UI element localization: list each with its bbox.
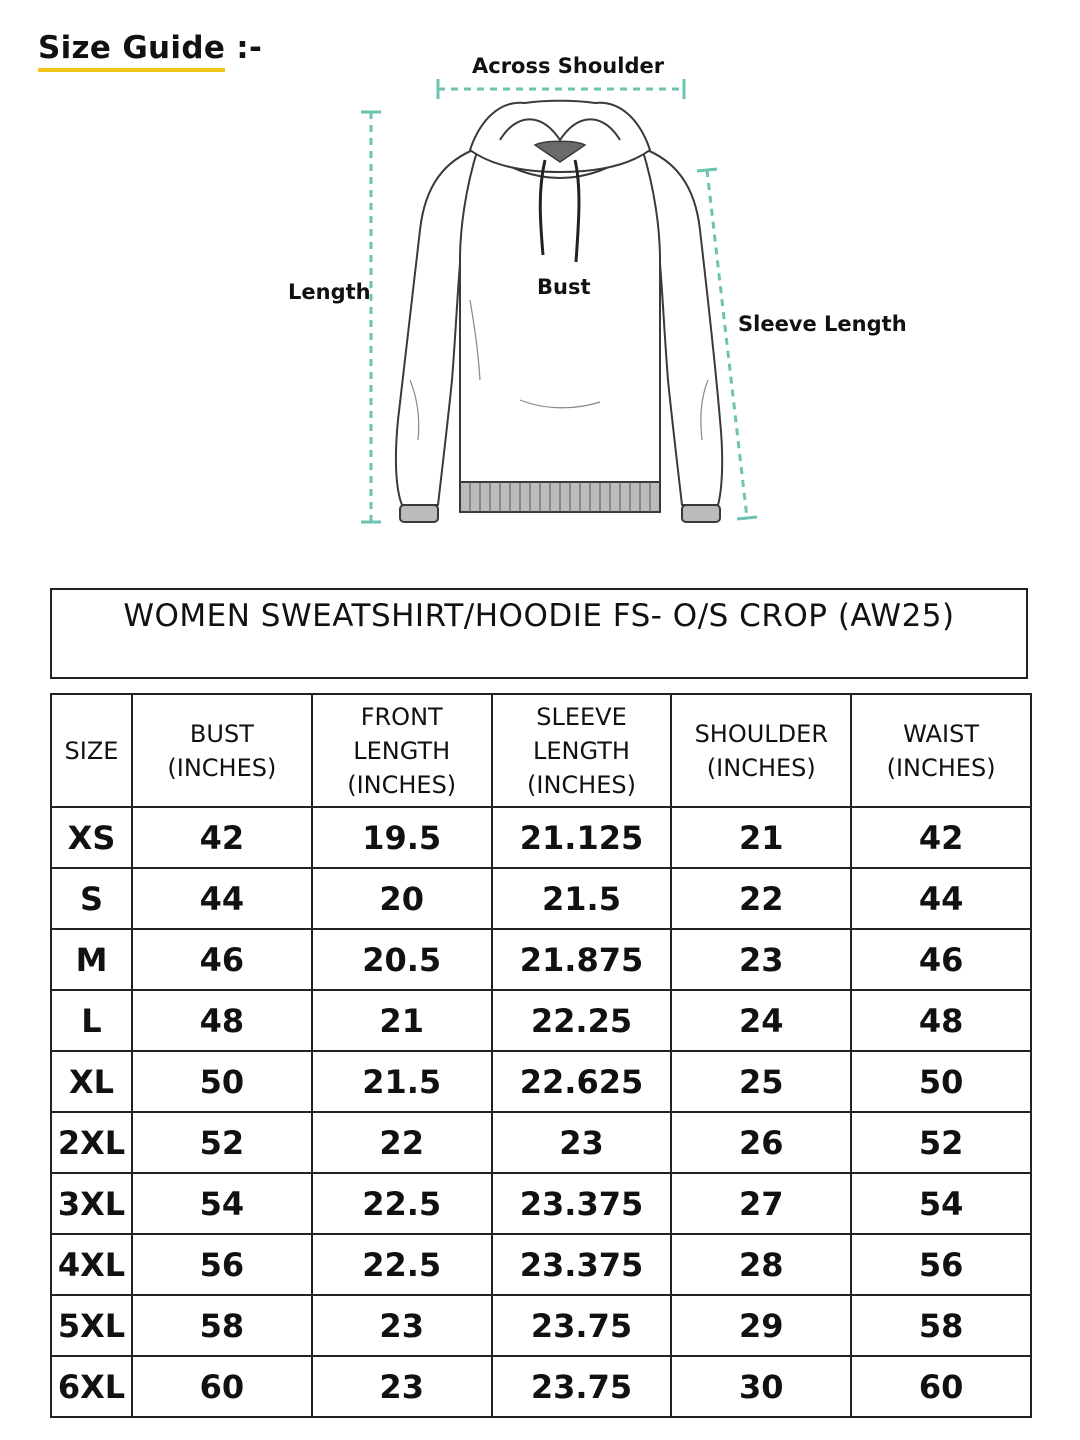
column-header-line: (INCHES) xyxy=(527,770,636,799)
column-header-line: (INCHES) xyxy=(347,770,457,799)
measurement-cell: 46 xyxy=(132,929,312,990)
measurement-cell: 60 xyxy=(132,1356,312,1417)
measurement-cell: 23 xyxy=(492,1112,672,1173)
column-header xyxy=(492,694,672,807)
table-row xyxy=(51,1051,1031,1112)
table-row xyxy=(51,1112,1031,1173)
column-header xyxy=(132,694,312,807)
size-cell: 6XL xyxy=(51,1356,132,1417)
measurement-cell: 23 xyxy=(312,1295,492,1356)
measurement-cell: 27 xyxy=(671,1173,851,1234)
hoodie-diagram xyxy=(0,0,1080,560)
measurement-cell: 54 xyxy=(851,1173,1031,1234)
measurement-cell: 23.375 xyxy=(492,1234,672,1295)
column-header-line: SIZE xyxy=(64,736,119,765)
measurement-cell: 23 xyxy=(312,1356,492,1417)
measurement-cell: 22 xyxy=(671,868,851,929)
measurement-cell: 20.5 xyxy=(312,929,492,990)
measurement-cell: 22.625 xyxy=(492,1051,672,1112)
measurement-cell: 22.5 xyxy=(312,1234,492,1295)
column-header-line: (INCHES) xyxy=(167,753,277,782)
left-cuff xyxy=(400,505,438,522)
size-cell: 5XL xyxy=(51,1295,132,1356)
column-header-line: WAIST xyxy=(903,719,979,748)
table-row xyxy=(51,929,1031,990)
measurement-cell: 22 xyxy=(312,1112,492,1173)
sleeve-tick-top xyxy=(697,169,717,171)
measurement-cell: 21.5 xyxy=(312,1051,492,1112)
measurement-cell: 21.875 xyxy=(492,929,672,990)
size-cell: XS xyxy=(51,807,132,868)
table-row xyxy=(51,1295,1031,1356)
measurement-cell: 21 xyxy=(671,807,851,868)
measurement-cell: 56 xyxy=(132,1234,312,1295)
measurement-cell: 44 xyxy=(851,868,1031,929)
sleeve-length-label: Sleeve Length xyxy=(738,312,907,336)
table-row xyxy=(51,990,1031,1051)
column-header-line: (INCHES) xyxy=(706,753,816,782)
measurement-cell: 22.25 xyxy=(492,990,672,1051)
size-guide-title-text: Size Guide xyxy=(38,30,225,72)
table-row xyxy=(51,1234,1031,1295)
measurement-cell: 29 xyxy=(671,1295,851,1356)
column-header xyxy=(51,694,132,807)
measurement-cell: 58 xyxy=(132,1295,312,1356)
measurement-cell: 30 xyxy=(671,1356,851,1417)
column-header-line: SLEEVE xyxy=(536,702,627,731)
size-cell: XL xyxy=(51,1051,132,1112)
table-header-row xyxy=(51,694,1031,807)
size-cell: S xyxy=(51,868,132,929)
measurement-cell: 60 xyxy=(851,1356,1031,1417)
table-row xyxy=(51,807,1031,868)
bust-label: Bust xyxy=(537,275,591,299)
measurement-cell: 56 xyxy=(851,1234,1031,1295)
measurement-cell: 26 xyxy=(671,1112,851,1173)
column-header xyxy=(671,694,851,807)
size-cell: 4XL xyxy=(51,1234,132,1295)
column-header xyxy=(312,694,492,807)
column-header xyxy=(851,694,1031,807)
measurement-cell: 50 xyxy=(851,1051,1031,1112)
length-label: Length xyxy=(288,280,371,304)
measurement-cell: 28 xyxy=(671,1234,851,1295)
right-cuff xyxy=(682,505,720,522)
size-cell: L xyxy=(51,990,132,1051)
table-row xyxy=(51,1173,1031,1234)
measurement-cell: 52 xyxy=(851,1112,1031,1173)
table-title: WOMEN SWEATSHIRT/HOODIE FS- O/S CROP (AW25) xyxy=(123,598,955,634)
measurement-cell: 21.125 xyxy=(492,807,672,868)
measurement-cell: 23.375 xyxy=(492,1173,672,1234)
measurement-cell: 52 xyxy=(132,1112,312,1173)
measurement-cell: 42 xyxy=(851,807,1031,868)
measurement-cell: 42 xyxy=(132,807,312,868)
measurement-cell: 48 xyxy=(132,990,312,1051)
measurement-cell: 23.75 xyxy=(492,1295,672,1356)
column-header-line: FRONT xyxy=(360,702,443,731)
column-header-line: BUST xyxy=(189,719,254,748)
measurement-cell: 50 xyxy=(132,1051,312,1112)
measurement-cell: 25 xyxy=(671,1051,851,1112)
measurement-cell: 54 xyxy=(132,1173,312,1234)
measurement-cell: 24 xyxy=(671,990,851,1051)
table-row xyxy=(51,1356,1031,1417)
sleeve-tick-bottom xyxy=(737,517,757,519)
measurement-cell: 46 xyxy=(851,929,1031,990)
measurement-cell: 58 xyxy=(851,1295,1031,1356)
column-header-line: LENGTH xyxy=(533,736,630,765)
measurement-cell: 22.5 xyxy=(312,1173,492,1234)
size-cell: 3XL xyxy=(51,1173,132,1234)
measurement-cell: 48 xyxy=(851,990,1031,1051)
size-cell: 2XL xyxy=(51,1112,132,1173)
table-body xyxy=(51,807,1031,1417)
size-guide-title-suffix: :- xyxy=(225,30,263,66)
table-row xyxy=(51,868,1031,929)
measurement-cell: 21 xyxy=(312,990,492,1051)
across-shoulder-label: Across Shoulder xyxy=(472,54,665,78)
column-header-line: (INCHES) xyxy=(886,753,996,782)
size-cell: M xyxy=(51,929,132,990)
measurement-cell: 23 xyxy=(671,929,851,990)
measurement-cell: 20 xyxy=(312,868,492,929)
table-title-box xyxy=(50,588,1028,679)
column-header-line: LENGTH xyxy=(353,736,451,765)
measurement-cell: 21.5 xyxy=(492,868,672,929)
measurement-cell: 19.5 xyxy=(312,807,492,868)
column-header-line: SHOULDER xyxy=(694,719,828,748)
measurement-cell: 23.75 xyxy=(492,1356,672,1417)
measurement-cell: 44 xyxy=(132,868,312,929)
size-chart-table xyxy=(50,693,1032,1418)
